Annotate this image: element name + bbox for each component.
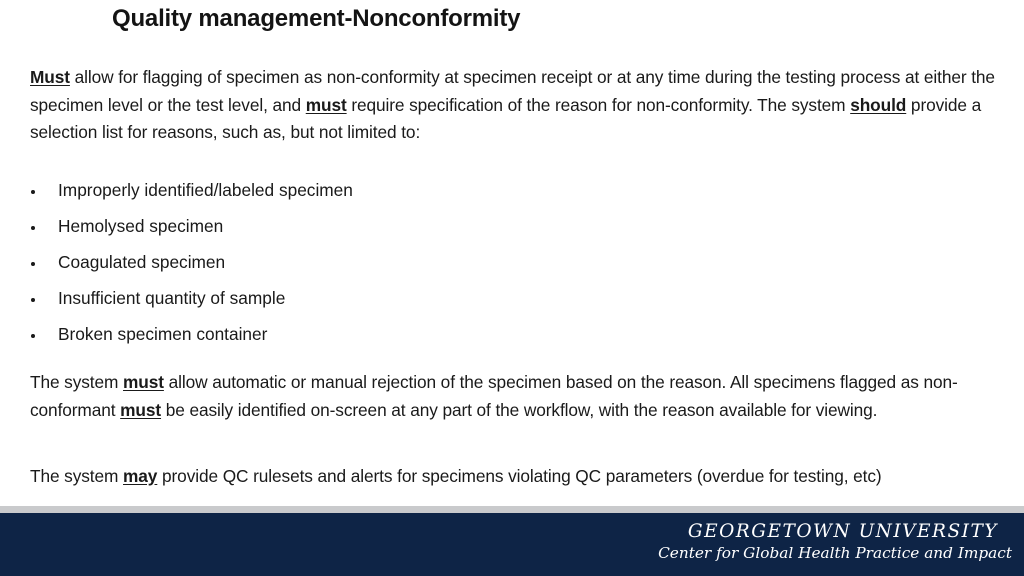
list-item	[30, 172, 353, 208]
requirement-paragraph-qc	[30, 463, 1005, 491]
paragraph-text: allow automatic or manual rejection of the specimen based on the reason. All specimens flagged as non-conformant	[30, 372, 958, 420]
footer-divider	[0, 506, 1024, 513]
list-item	[30, 280, 353, 316]
keyword-must: must	[120, 399, 162, 420]
center-logo-text: Center for Global Health Practice and Impact	[658, 544, 1012, 562]
paragraph-text: The system	[30, 372, 124, 392]
list-item	[30, 316, 353, 352]
keyword-may: may	[123, 466, 158, 486]
bullet-icon	[31, 298, 35, 302]
list-item	[30, 244, 353, 280]
keyword-must: Must	[30, 67, 70, 87]
requirement-paragraph-flagging	[30, 64, 1005, 147]
paragraph-text: provide QC rulesets and alerts for specimens violating QC parameters (overdue for testing, etc)	[157, 466, 882, 486]
slide-title: Quality management-Nonconformity	[112, 5, 521, 32]
list-item-text: Coagulated specimen	[58, 252, 226, 272]
list-item	[30, 208, 353, 244]
list-item-text: Improperly identified/labeled specimen	[58, 180, 353, 200]
keyword-must: must	[123, 372, 164, 392]
footer-banner	[0, 513, 1024, 576]
bullet-icon	[31, 226, 35, 230]
reasons-list	[30, 172, 353, 352]
requirement-paragraph-rejection	[30, 369, 1005, 424]
list-item-text: Hemolysed specimen	[58, 216, 224, 236]
bullet-icon	[31, 190, 35, 194]
bullet-icon	[31, 334, 35, 338]
keyword-should: should	[850, 94, 907, 115]
list-item-text: Insufficient quantity of sample	[58, 288, 286, 308]
paragraph-text: require specification of the reason for non-conformity. The system	[346, 94, 851, 115]
bullet-icon	[31, 262, 35, 266]
paragraph-text: allow for flagging of specimen as non-conformity at specimen receipt or at any time during the testing process at either the specimen level or the test level, and	[30, 67, 995, 115]
paragraph-text: The system	[30, 466, 124, 486]
paragraph-text: be easily identified on-screen at any part of the workflow, with the reason available for viewing.	[161, 399, 878, 420]
keyword-must: must	[305, 94, 347, 115]
list-item-text: Broken specimen container	[58, 324, 268, 344]
paragraph-text: provide a selection list for reasons, such as, but not limited to:	[30, 94, 982, 142]
university-logo-text: GEORGETOWN UNIVERSITY	[687, 521, 998, 542]
